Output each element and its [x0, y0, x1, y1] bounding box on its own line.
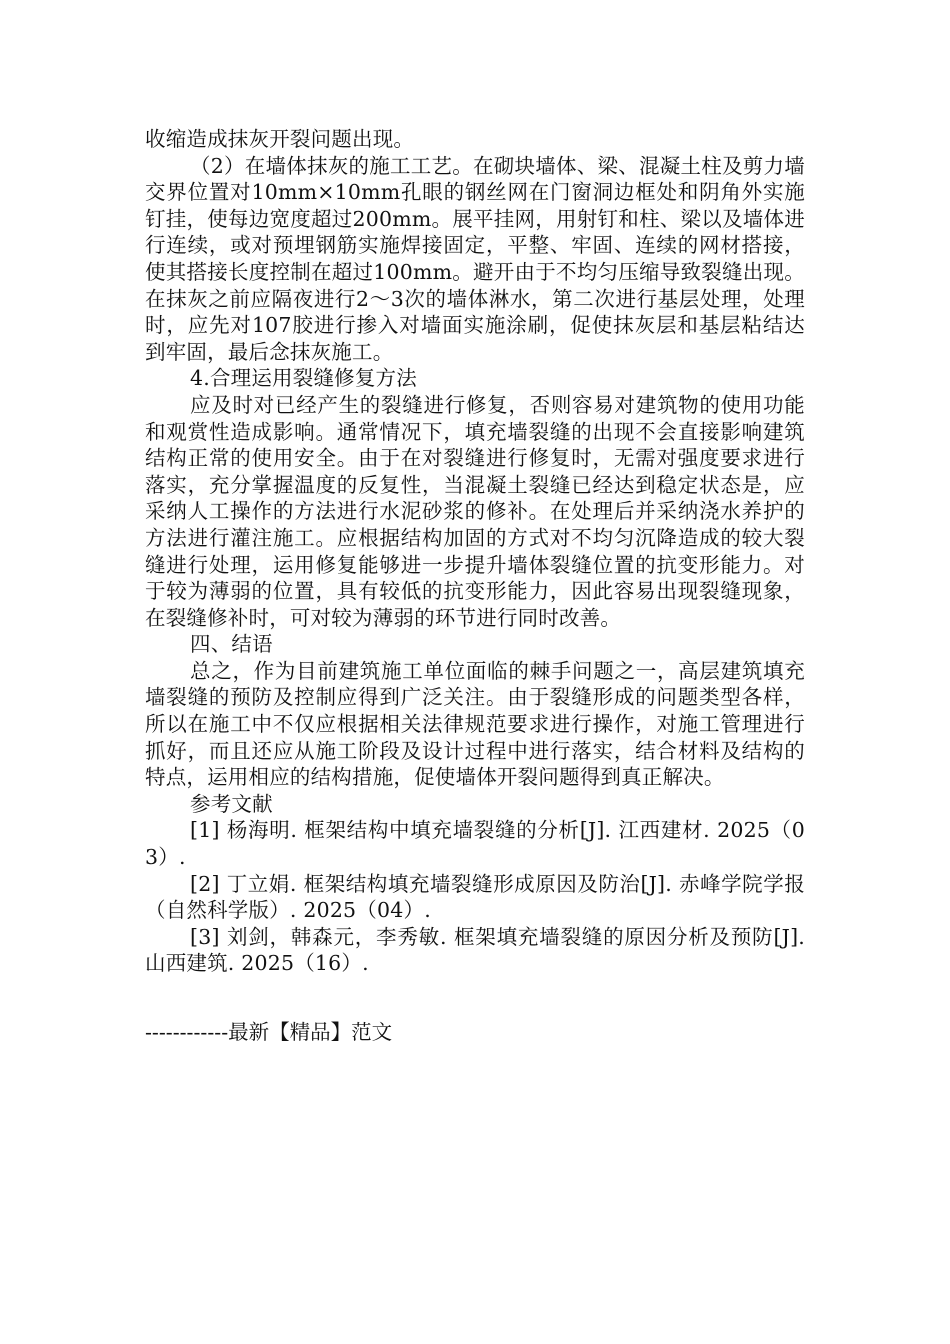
footer-note: ------------最新【精品】范文 [145, 1020, 393, 1044]
paragraph-crack-repair: 应及时对已经产生的裂缝进行修复，否则容易对建筑物的使用功能和观赏性造成影响。通常情况下，填充墙裂缝的出现不会直接影响建筑结构正常的使用安全。由于在对裂缝进行修复时，无需对强度要求进行落实，充分掌握温度的反复性，当混凝土裂缝已经达到稳定状态是，应采纳人工操作的方法进行水泥砂浆的修补。在处理后并采纳浇水养护的方法进行灌注施工。应根据结构加固的方式对不均匀沉降造成的较大裂缝进行处理，运用修复能够进一步提升墙体裂缝位置的抗变形能力。对于较为薄弱的位置，具有较低的抗变形能力，因此容易出现裂缝现象，在裂缝修补时，可对较为薄弱的环节进行同时改善。 [145, 392, 805, 630]
paragraph-continuation: 收缩造成抹灰开裂问题出现。 [145, 127, 415, 151]
references-heading: 参考文献 [190, 791, 273, 816]
paragraph-plastering-process: （2）在墙体抹灰的施工工艺。在砌块墙体、梁、混凝土柱及剪力墙交界位置对10mm×10mm孔眼的钢丝网在门窗洞边框处和阴角外实施钉挂，使每边宽度超过200mm。展平挂网，用射钉和柱、梁以及墙体进行连续，或对预埋钢筋实施焊接固定，平整、牢固、连续的网材搭接，使其搭接长度控制在超过100mm。避开由于不均匀压缩导致裂缝出现。在抹灰之前应隔夜进行2～3次的墙体淋水，第二次进行基层处理，处理时，应先对107胶进行掺入对墙面实施涂刷，促使抹灰层和基层粘结达到牢固，最后念抹灰施工。 [145, 153, 805, 364]
document-body [145, 126, 805, 977]
section-heading-conclusion: 四、结语 [190, 632, 273, 657]
reference-item-1: [1] 杨海明. 框架结构中填充墙裂缝的分析[J]. 江西建材. 2025（03）. [145, 818, 805, 870]
section-heading-crack-repair: 4.合理运用裂缝修复方法 [190, 366, 417, 391]
paragraph-conclusion: 总之，作为目前建筑施工单位面临的棘手问题之一，高层建筑填充墙裂缝的预防及控制应得到广泛关注。由于裂缝形成的问题类型各样，所以在施工中不仅应根据相关法律规范要求进行操作，对施工管理进行抓好，而且还应从施工阶段及设计过程中进行落实，结合材料及结构的特点，运用相应的结构措施，促使墙体开裂问题得到真正解决。 [145, 658, 805, 790]
reference-item-3: [3] 刘剑，韩森元，李秀敏. 框架填充墙裂缝的原因分析及预防[J]. 山西建筑. 2025（16）. [145, 924, 805, 976]
reference-item-2: [2] 丁立娟. 框架结构填充墙裂缝形成原因及防治[J]. 赤峰学院学报（自然科学版）. 2025（04）. [145, 871, 805, 923]
